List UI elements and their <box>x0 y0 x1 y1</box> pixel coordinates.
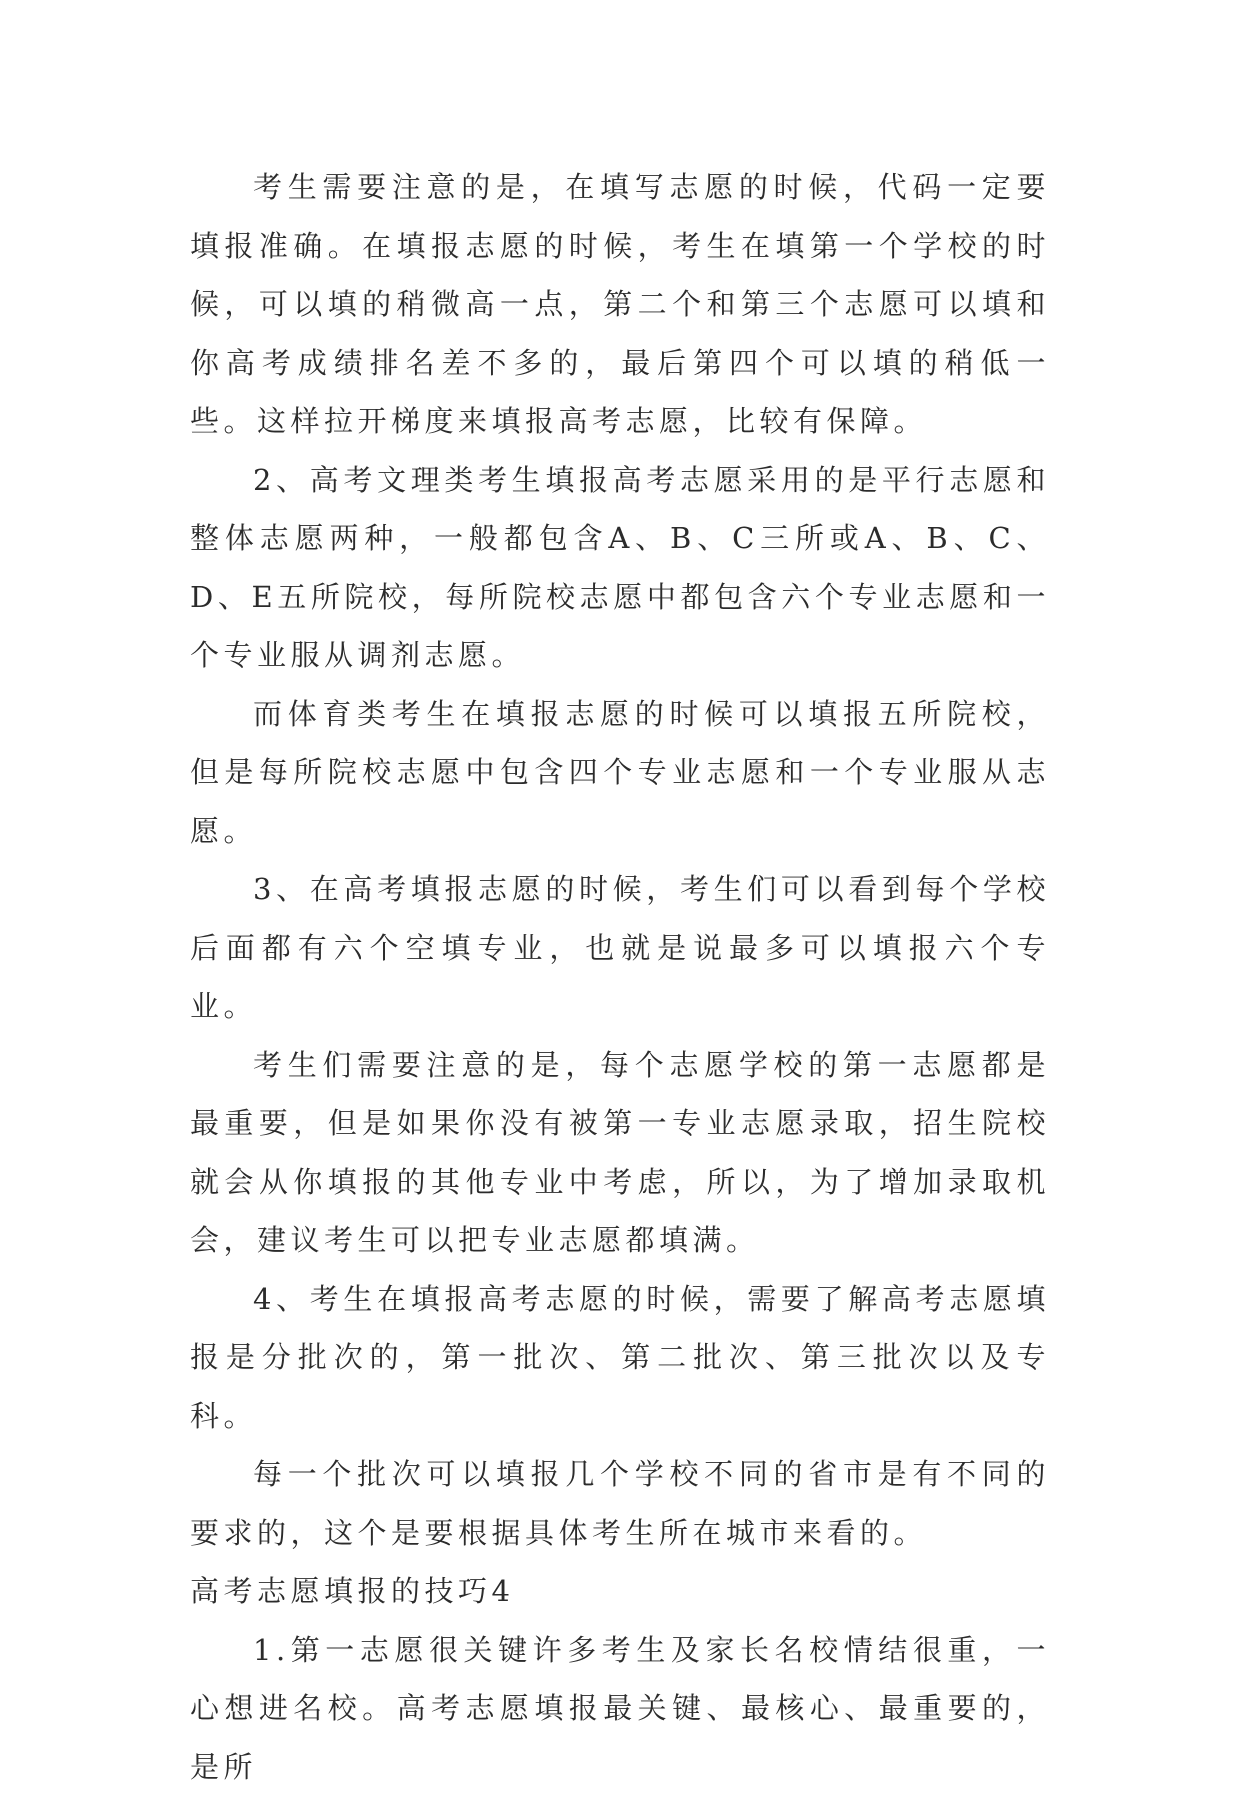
paragraph-parallel-volunteer: 2、高考文理类考生填报高考志愿采用的是平行志愿和整体志愿两种，一般都包含A、B、C三所或A、B、C、D、E五所院校，每所院校志愿中都包含六个专业志愿和一个专业服从调剂志愿。 <box>190 451 1050 685</box>
paragraph-sports-candidates: 而体育类考生在填报志愿的时候可以填报五所院校，但是每所院校志愿中包含四个专业志愿和一个专业服从志愿。 <box>190 685 1050 861</box>
paragraph-code-accuracy: 考生需要注意的是，在填写志愿的时候，代码一定要填报准确。在填报志愿的时候，考生在填第一个学校的时候，可以填的稍微高一点，第二个和第三个志愿可以填和你高考成绩排名差不多的，最后第四个可以填的稍低一些。这样拉开梯度来填报高考志愿，比较有保障。 <box>190 158 1050 451</box>
paragraph-batch-requirements: 每一个批次可以填报几个学校不同的省市是有不同的要求的，这个是要根据具体考生所在城市来看的。 <box>190 1445 1050 1562</box>
paragraph-batches: 4、考生在填报高考志愿的时候，需要了解高考志愿填报是分批次的，第一批次、第二批次、第三批次以及专科。 <box>190 1270 1050 1446</box>
paragraph-six-majors: 3、在高考填报志愿的时候，考生们可以看到每个学校后面都有六个空填专业，也就是说最多可以填报六个专业。 <box>190 860 1050 1036</box>
paragraph-first-choice-major: 考生们需要注意的是，每个志愿学校的第一志愿都是最重要，但是如果你没有被第一专业志愿录取，招生院校就会从你填报的其他专业中考虑，所以，为了增加录取机会，建议考生可以把专业志愿都填满。 <box>190 1036 1050 1270</box>
section-heading: 高考志愿填报的技巧4 <box>190 1562 1050 1621</box>
paragraph-first-choice-key: 1.第一志愿很关键许多考生及家长名校情结很重，一心想进名校。高考志愿填报最关键、最核心、最重要的，是所 <box>190 1621 1050 1796</box>
document-body <box>190 158 1050 1796</box>
